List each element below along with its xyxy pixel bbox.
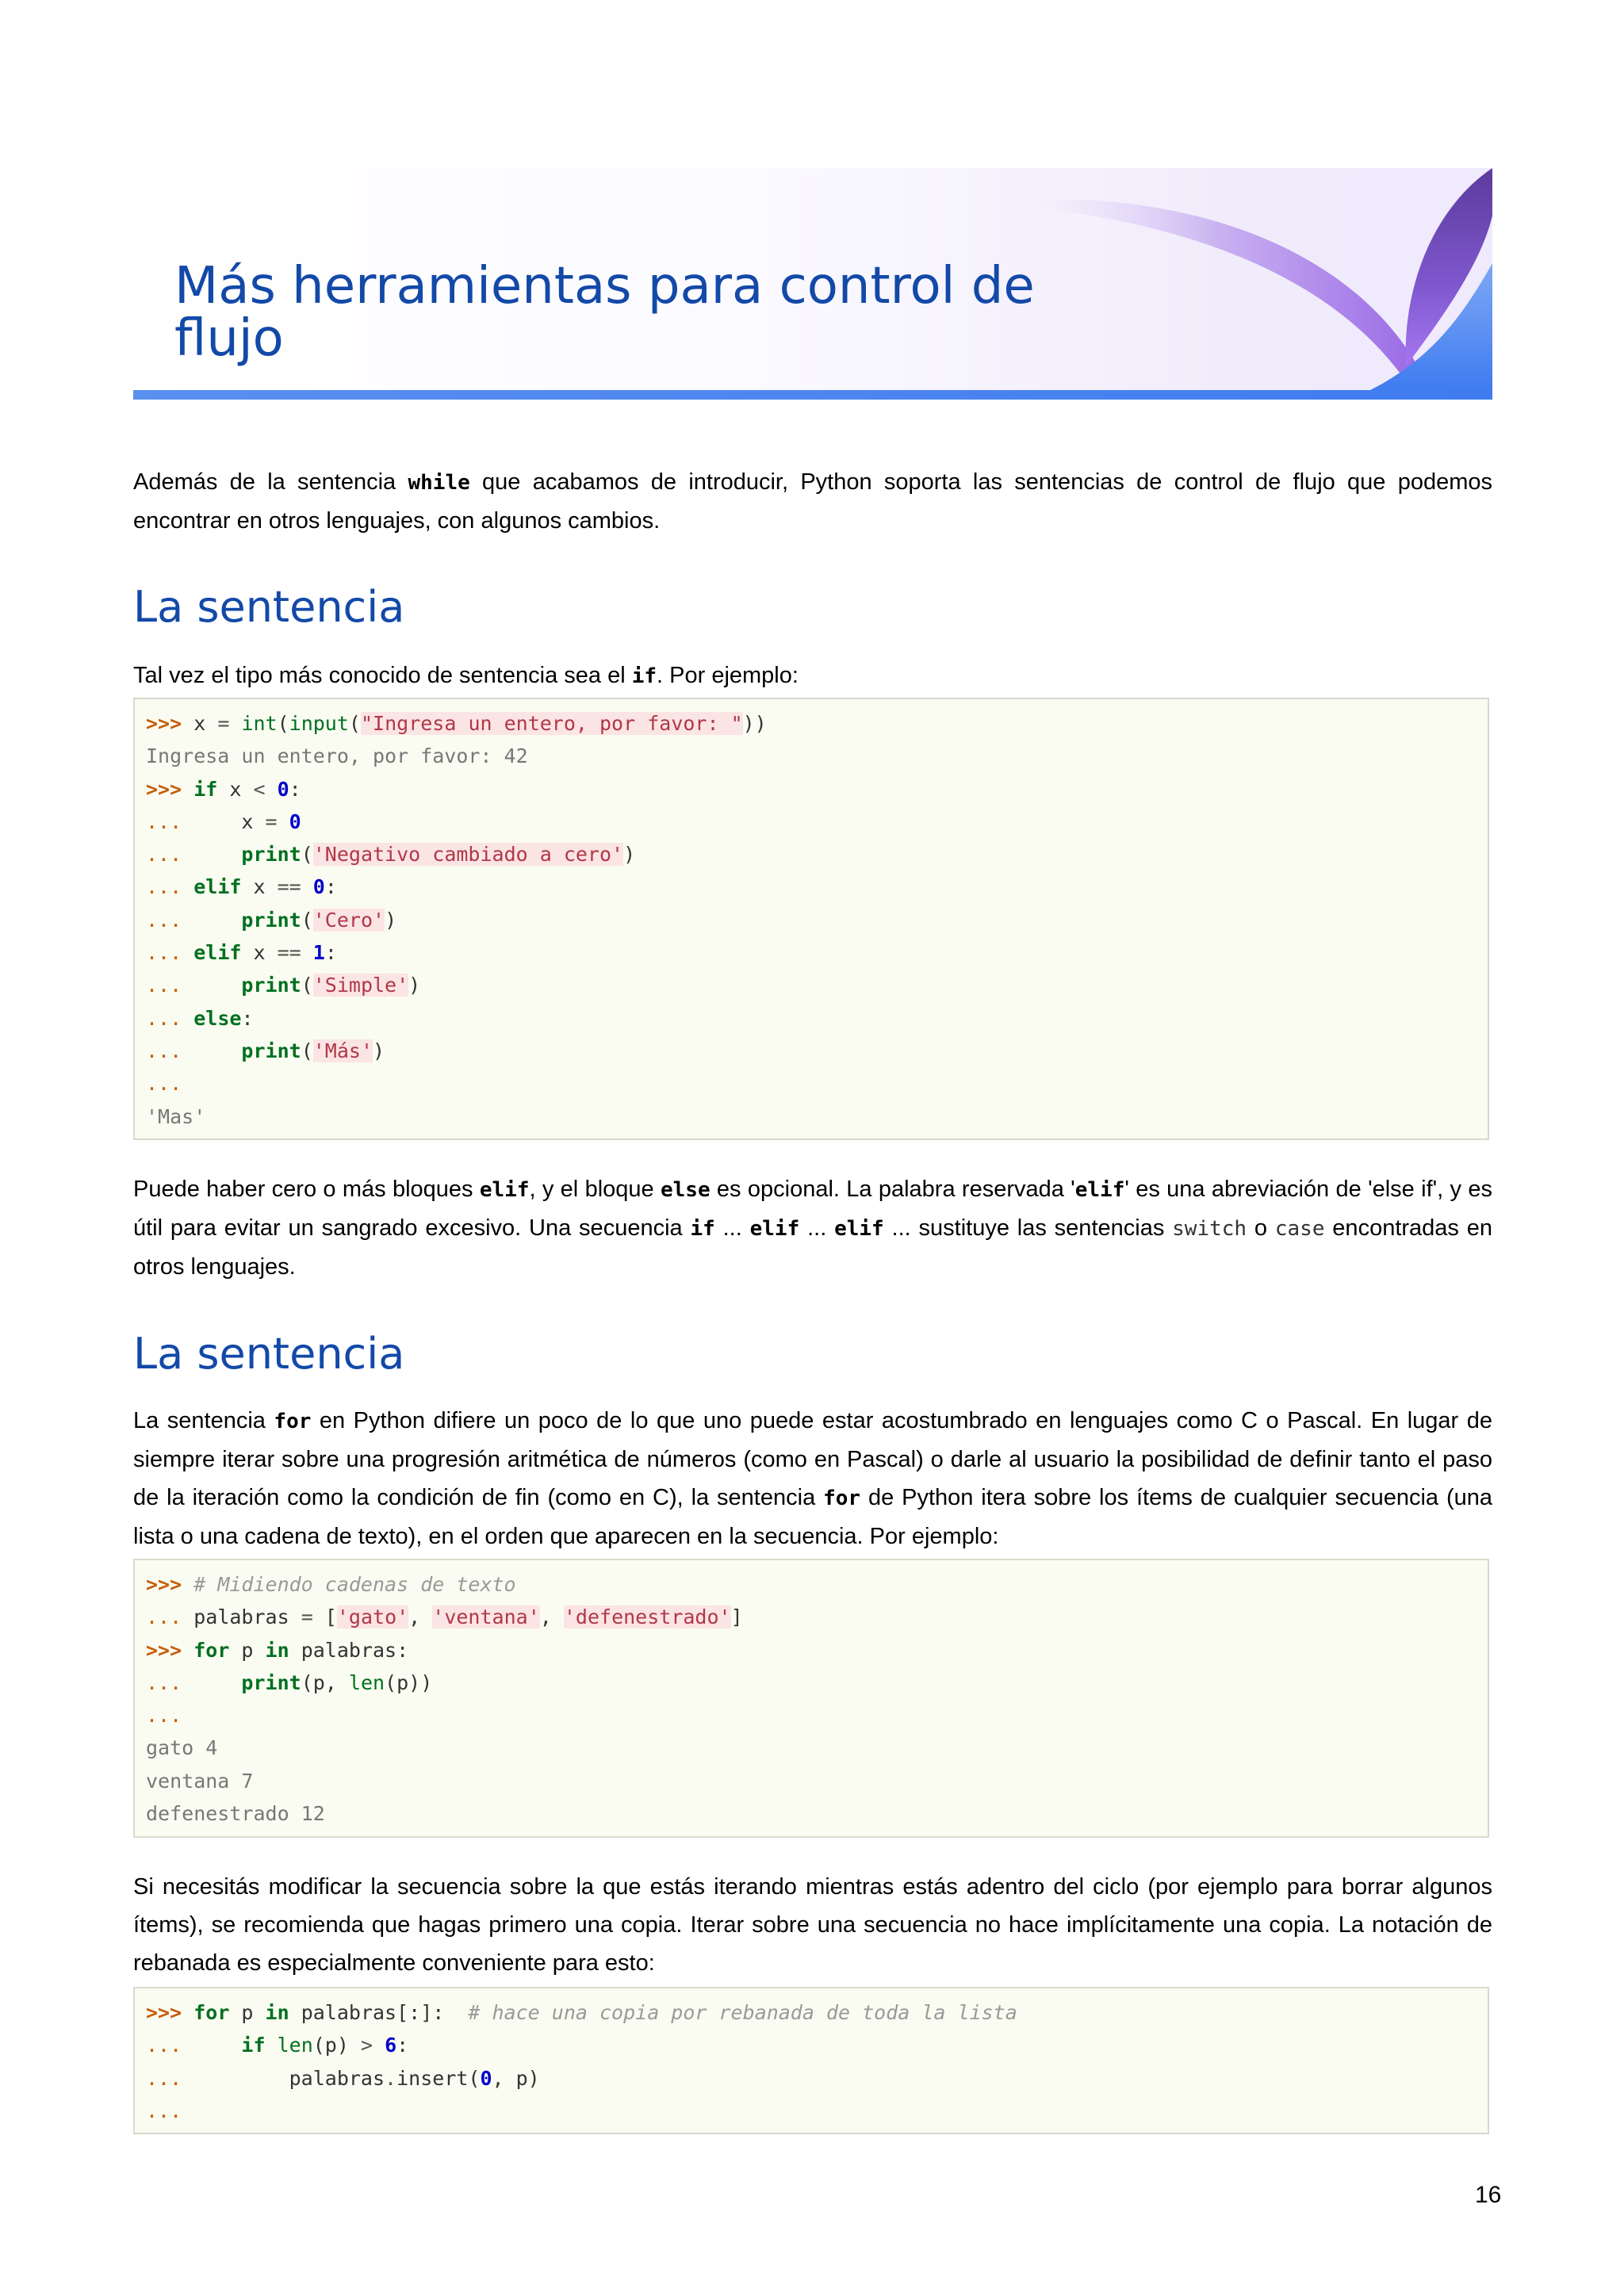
code-line: ...	[146, 2099, 182, 2122]
code-block-if	[133, 698, 1489, 1140]
code-line: ... palabras.insert(0, p)	[146, 2066, 540, 2090]
code-line: defenestrado 12	[146, 1802, 325, 1826]
code-line: ...	[146, 1704, 182, 1728]
code-line: ... print('Cero')	[146, 908, 397, 932]
code-line: 'Mas'	[146, 1104, 206, 1128]
code-line: ... print('Más')	[146, 1039, 385, 1062]
code-block-for	[133, 1559, 1489, 1838]
inline-code: while	[408, 471, 470, 495]
section-title-for: La sentencia	[133, 1329, 405, 1379]
for-paragraph: La sentencia for en Python difiere un poco de lo que uno puede estar acostumbrado en lenguajes como C o Pascal. En lugar de siempre iterar sobre una progresión aritmética de números (como en Pascal) o darle al usuario la posibilidad de definir tanto el paso de la iteración como la condición de fin (como en C), la sentencia for de Python itera sobre los ítems de cualquier secuencia (una lista o una cadena de texto), en el orden que aparecen en la secuencia. Por ejemplo:	[133, 1408, 1492, 1549]
code-line: ... x = 0	[146, 809, 301, 833]
if-lead-paragraph: Tal vez el tipo más conocido de sentencia sea el if. Por ejemplo:	[133, 663, 799, 688]
code-line: >>> # Midiendo cadenas de texto	[146, 1573, 516, 1596]
code-line: ... palabras = ['gato', 'ventana', 'defenestrado']	[146, 1605, 743, 1629]
code-line: Ingresa un entero, por favor: 42	[146, 744, 528, 768]
chapter-title: Más herramientas para control de flujo	[174, 257, 1035, 368]
code-line: ... print(p, len(p))	[146, 1670, 433, 1694]
code-line: ... if len(p) > 6:	[146, 2034, 409, 2057]
code-block-copy	[133, 1987, 1489, 2134]
code-line: gato 4	[146, 1736, 218, 1760]
code-line: ... print('Simple')	[146, 974, 421, 997]
elif-paragraph: Puede haber cero o más bloques elif, y el bloque else es opcional. La palabra reservada 'elif' es una abreviación de 'else if', y es útil para evitar un sangrado excesivo. Una secuencia if ... elif ... elif ... sustituye las sentencias switch o case encontradas en otros lenguajes.	[133, 1177, 1493, 1280]
code-line: >>> if x < 0:	[146, 777, 301, 801]
intro-paragraph: Además de la sentencia while que acabamos de introducir, Python soporta las sentencias de control de flujo que podemos encontrar en otros lenguajes, con algunos cambios.	[133, 469, 1493, 534]
code-line: ... else:	[146, 1006, 254, 1030]
copy-paragraph: Si necesitás modificar la secuencia sobre la que estás iterando mientras estás adentro del ciclo (por ejemplo para borrar algunos ítems), se recomienda que hagas primero una copia. Iterar sobre una secuencia no hace implícitamente una copia. La notación de rebanada es especialmente conveniente para esto:	[133, 1874, 1492, 1976]
code-line: >>> for p in palabras:	[146, 1638, 409, 1662]
page-number: 16	[1475, 2182, 1502, 2208]
code-line: >>> for p in palabras[:]: # hace una copia por rebanada de toda la lista	[146, 2001, 1017, 2024]
code-line: ... elif x == 1:	[146, 941, 337, 965]
code-line: ... elif x == 0:	[146, 875, 337, 899]
code-line: >>> x = int(input("Ingresa un entero, por favor: "))	[146, 712, 767, 735]
code-line: ventana 7	[146, 1769, 254, 1793]
section-title-if: La sentencia	[133, 582, 405, 632]
code-line: ...	[146, 1072, 182, 1096]
banner-band	[133, 390, 1492, 400]
code-line: ... print('Negativo cambiado a cero')	[146, 843, 636, 867]
